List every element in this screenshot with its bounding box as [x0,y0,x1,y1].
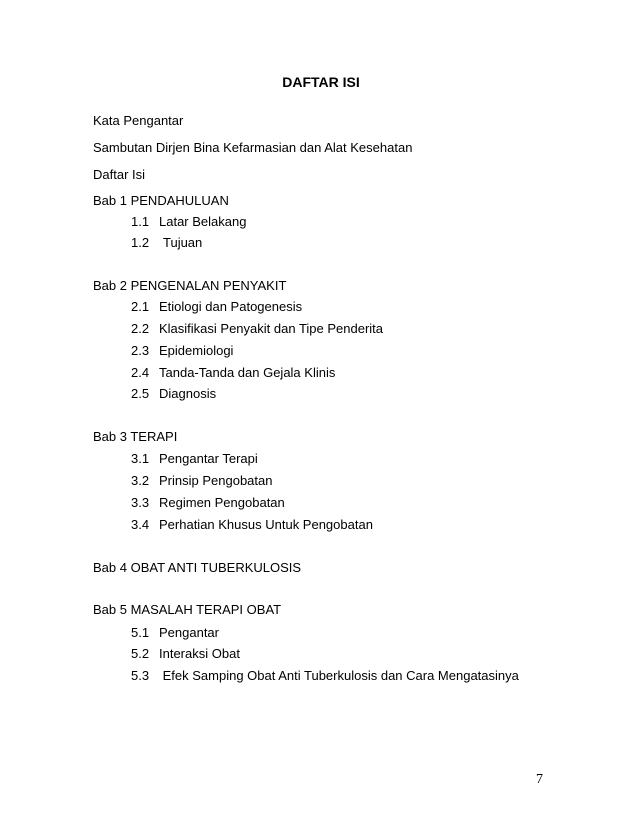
toc-section-3-4 [131,517,373,533]
section-title: Regimen Pengobatan [159,495,285,510]
section-number: 3.1 [131,451,150,466]
section-title: Diagnosis [159,386,217,401]
toc-section-2-4 [131,365,335,381]
section-title: Pengantar [159,625,219,640]
section-number: 3.3 [131,495,150,510]
section-title: Interaksi Obat [159,646,240,661]
toc-section-5-3 [131,668,519,684]
toc-section-5-1 [131,625,219,641]
section-title: Epidemiologi [159,343,234,358]
toc-section-3-2 [131,473,272,489]
toc-section-3-3 [131,495,285,511]
section-number: 1.1 [131,214,150,229]
section-title: Prinsip Pengobatan [159,473,273,488]
section-number: 5.2 [131,646,150,661]
section-title: Perhatian Khusus Untuk Pengobatan [159,517,373,532]
section-number: 2.3 [131,343,150,358]
toc-section-2-2 [131,321,383,337]
toc-section-5-2 [131,646,240,662]
section-title: Klasifikasi Penyakit dan Tipe Penderita [159,321,384,336]
toc-section-2-5 [131,386,216,402]
toc-entry-sambutan: Sambutan Dirjen Bina Kefarmasian dan Alat Kesehatan [93,140,413,155]
page-number: 7 [536,772,543,787]
section-number: 3.2 [131,473,150,488]
section-number: 2.4 [131,365,150,380]
toc-entry-kata-pengantar: Kata Pengantar [93,113,184,128]
section-number: 2.1 [131,299,150,314]
section-number: 5.1 [131,625,150,640]
chapter-heading-1: Bab 1 PENDAHULUAN [93,193,229,208]
chapter-heading-3: Bab 3 TERAPI [93,429,178,444]
chapter-heading-4: Bab 4 OBAT ANTI TUBERKULOSIS [93,560,302,575]
chapter-heading-5: Bab 5 MASALAH TERAPI OBAT [93,602,282,617]
section-title: Latar Belakang [159,214,247,229]
section-title: Etiologi dan Patogenesis [159,299,303,314]
page-title: DAFTAR ISI [282,74,360,90]
section-title: Tanda-Tanda dan Gejala Klinis [159,365,336,380]
toc-section-1-1 [131,214,246,230]
toc-section-2-3 [131,343,233,359]
toc-entry-daftar-isi: Daftar Isi [93,167,146,182]
section-number: 1.2 [131,235,150,250]
section-number: 2.2 [131,321,150,336]
toc-section-1-2 [131,235,202,251]
section-number: 5.3 [131,668,150,683]
section-title: Tujuan [163,235,203,250]
section-number: 2.5 [131,386,150,401]
section-title: Efek Samping Obat Anti Tuberkulosis dan Cara Mengatasinya [159,668,519,683]
section-number: 3.4 [131,517,150,532]
toc-section-3-1 [131,451,258,467]
section-title: Pengantar Terapi [159,451,258,466]
chapter-heading-2: Bab 2 PENGENALAN PENYAKIT [93,278,287,293]
toc-section-2-1 [131,299,302,315]
